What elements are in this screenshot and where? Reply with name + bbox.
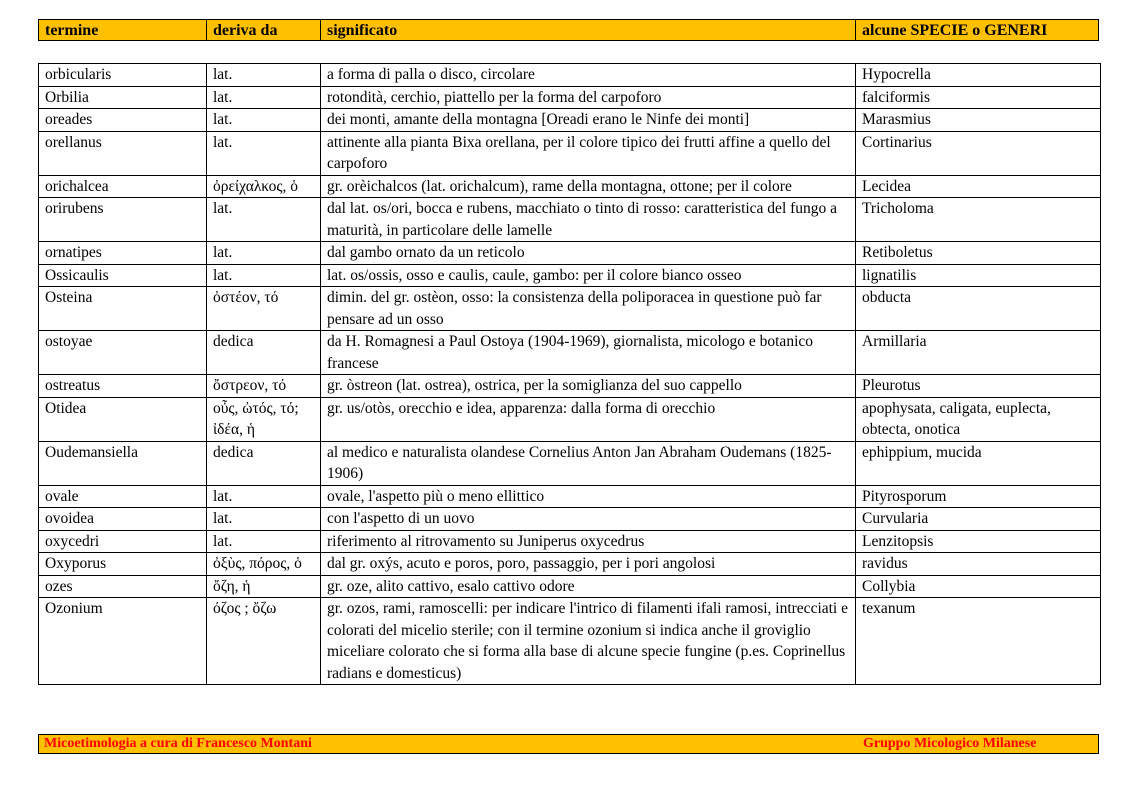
cell-specie: ephippium, mucida	[856, 441, 1101, 485]
cell-significato: gr. ozos, rami, ramoscelli: per indicare l'intrico di filamenti ifali ramosi, intrecciati e colorati del micelio sterile; con il termine ozonium si indica anche il groviglio miceliare colorato che si forma alla base di alcune specie fungine (p.es. Coprinellus radians e domesticus)	[321, 598, 856, 685]
table-row	[39, 242, 1101, 265]
cell-specie: Lenzitopsis	[856, 530, 1101, 553]
cell-significato: ovale, l'aspetto più o meno ellittico	[321, 485, 856, 508]
table-row	[39, 397, 1101, 441]
footer-author: Micoetimologia a cura di Francesco Montani	[44, 736, 312, 751]
cell-deriva-da: lat.	[207, 86, 321, 109]
cell-deriva-da: lat.	[207, 530, 321, 553]
cell-deriva-da: lat.	[207, 264, 321, 287]
cell-termine: orichalcea	[39, 175, 207, 198]
footer-group: Gruppo Micologico Milanese	[863, 736, 1037, 751]
cell-specie: Pityrosporum	[856, 485, 1101, 508]
cell-deriva-da: lat.	[207, 242, 321, 265]
cell-significato: gr. us/otòs, orecchio e idea, apparenza: dalla forma di orecchio	[321, 397, 856, 441]
cell-significato: attinente alla pianta Bixa orellana, per il colore tipico dei frutti affine a quello del carpoforo	[321, 131, 856, 175]
cell-termine: orirubens	[39, 198, 207, 242]
table-row	[39, 530, 1101, 553]
cell-significato: lat. os/ossis, osso e caulis, caule, gambo: per il colore bianco osseo	[321, 264, 856, 287]
cell-termine: oreades	[39, 109, 207, 132]
cell-specie: Marasmius	[856, 109, 1101, 132]
cell-termine: ostreatus	[39, 375, 207, 398]
table-row	[39, 109, 1101, 132]
table-row	[39, 175, 1101, 198]
cell-significato: al medico e naturalista olandese Cornelius Anton Jan Abraham Oudemans (1825-1906)	[321, 441, 856, 485]
cell-specie: Lecidea	[856, 175, 1101, 198]
cell-specie: obducta	[856, 287, 1101, 331]
cell-significato: dei monti, amante della montagna [Oreadi erano le Ninfe dei monti]	[321, 109, 856, 132]
cell-significato: da H. Romagnesi a Paul Ostoya (1904-1969), giornalista, micologo e botanico francese	[321, 331, 856, 375]
cell-significato: dimin. del gr. ostèon, osso: la consistenza della poliporacea in questione può far pensare ad un osso	[321, 287, 856, 331]
table-row	[39, 64, 1101, 87]
table-row	[39, 331, 1101, 375]
header-specie-generi: alcune SPECIE o GENERI	[862, 22, 1048, 39]
cell-termine: Ossicaulis	[39, 264, 207, 287]
cell-termine: Ozonium	[39, 598, 207, 685]
cell-deriva-da: lat.	[207, 508, 321, 531]
cell-specie: lignatilis	[856, 264, 1101, 287]
table-row	[39, 86, 1101, 109]
footer-bar	[38, 734, 1099, 754]
cell-termine: Oxyporus	[39, 553, 207, 576]
cell-deriva-da: ὀρείχαλκος, ὁ	[207, 175, 321, 198]
cell-specie: apophysata, caligata, euplecta, obtecta, onotica	[856, 397, 1101, 441]
cell-deriva-da: οὖς, ὠτός, τό; ἰδέα, ἡ	[207, 397, 321, 441]
cell-significato: gr. òstreon (lat. ostrea), ostrica, per la somiglianza del suo cappello	[321, 375, 856, 398]
cell-termine: Oudemansiella	[39, 441, 207, 485]
cell-termine: ostoyae	[39, 331, 207, 375]
cell-termine: ozes	[39, 575, 207, 598]
cell-specie: Cortinarius	[856, 131, 1101, 175]
cell-specie: Armillaria	[856, 331, 1101, 375]
cell-specie: Retiboletus	[856, 242, 1101, 265]
cell-termine: orellanus	[39, 131, 207, 175]
table-header	[38, 19, 1099, 41]
cell-significato: dal gr. oxýs, acuto e poros, poro, passaggio, per i pori angolosi	[321, 553, 856, 576]
cell-deriva-da: ὄζη, ἡ	[207, 575, 321, 598]
cell-significato: gr. orèichalcos (lat. orichalcum), rame della montagna, ottone; per il colore	[321, 175, 856, 198]
cell-deriva-da: lat.	[207, 485, 321, 508]
table-row	[39, 598, 1101, 685]
cell-specie: ravidus	[856, 553, 1101, 576]
cell-significato: con l'aspetto di un uovo	[321, 508, 856, 531]
table-row	[39, 485, 1101, 508]
cell-specie: Curvularia	[856, 508, 1101, 531]
cell-deriva-da: lat.	[207, 198, 321, 242]
cell-termine: oxycedri	[39, 530, 207, 553]
cell-deriva-da: dedica	[207, 331, 321, 375]
cell-termine: Otidea	[39, 397, 207, 441]
cell-specie: falciformis	[856, 86, 1101, 109]
cell-termine: orbicularis	[39, 64, 207, 87]
cell-significato: dal lat. os/ori, bocca e rubens, macchiato o tinto di rosso: caratteristica del fungo a maturità, in particolare delle lamelle	[321, 198, 856, 242]
cell-significato: riferimento al ritrovamento su Juniperus oxycedrus	[321, 530, 856, 553]
cell-deriva-da: lat.	[207, 109, 321, 132]
cell-significato: a forma di palla o disco, circolare	[321, 64, 856, 87]
table-row	[39, 131, 1101, 175]
cell-termine: ornatipes	[39, 242, 207, 265]
cell-deriva-da: όζος ; ὄζω	[207, 598, 321, 685]
etymology-table	[38, 63, 1101, 685]
table-row	[39, 264, 1101, 287]
table-row	[39, 441, 1101, 485]
cell-significato: rotondità, cerchio, piattello per la forma del carpoforo	[321, 86, 856, 109]
cell-deriva-da: ὀστέον, τό	[207, 287, 321, 331]
cell-specie: Collybia	[856, 575, 1101, 598]
table-row	[39, 575, 1101, 598]
cell-termine: Osteina	[39, 287, 207, 331]
table-row	[39, 508, 1101, 531]
header-termine: termine	[39, 20, 207, 40]
cell-deriva-da: lat.	[207, 64, 321, 87]
cell-specie: Pleurotus	[856, 375, 1101, 398]
cell-significato: gr. oze, alito cattivo, esalo cattivo odore	[321, 575, 856, 598]
header-significato: significato	[321, 20, 856, 40]
cell-significato: dal gambo ornato da un reticolo	[321, 242, 856, 265]
cell-specie: Tricholoma	[856, 198, 1101, 242]
cell-termine: ovoidea	[39, 508, 207, 531]
header-deriva-da: deriva da	[207, 20, 321, 40]
table-row	[39, 287, 1101, 331]
etymology-table-body	[39, 64, 1101, 685]
table-row	[39, 375, 1101, 398]
cell-deriva-da: ὀξὺς, πόρος, ὁ	[207, 553, 321, 576]
table-row	[39, 553, 1101, 576]
cell-termine: Orbilia	[39, 86, 207, 109]
cell-deriva-da: lat.	[207, 131, 321, 175]
cell-termine: ovale	[39, 485, 207, 508]
cell-deriva-da: ὄστρεον, τό	[207, 375, 321, 398]
cell-specie: texanum	[856, 598, 1101, 685]
cell-deriva-da: dedica	[207, 441, 321, 485]
table-row	[39, 198, 1101, 242]
cell-specie: Hypocrella	[856, 64, 1101, 87]
